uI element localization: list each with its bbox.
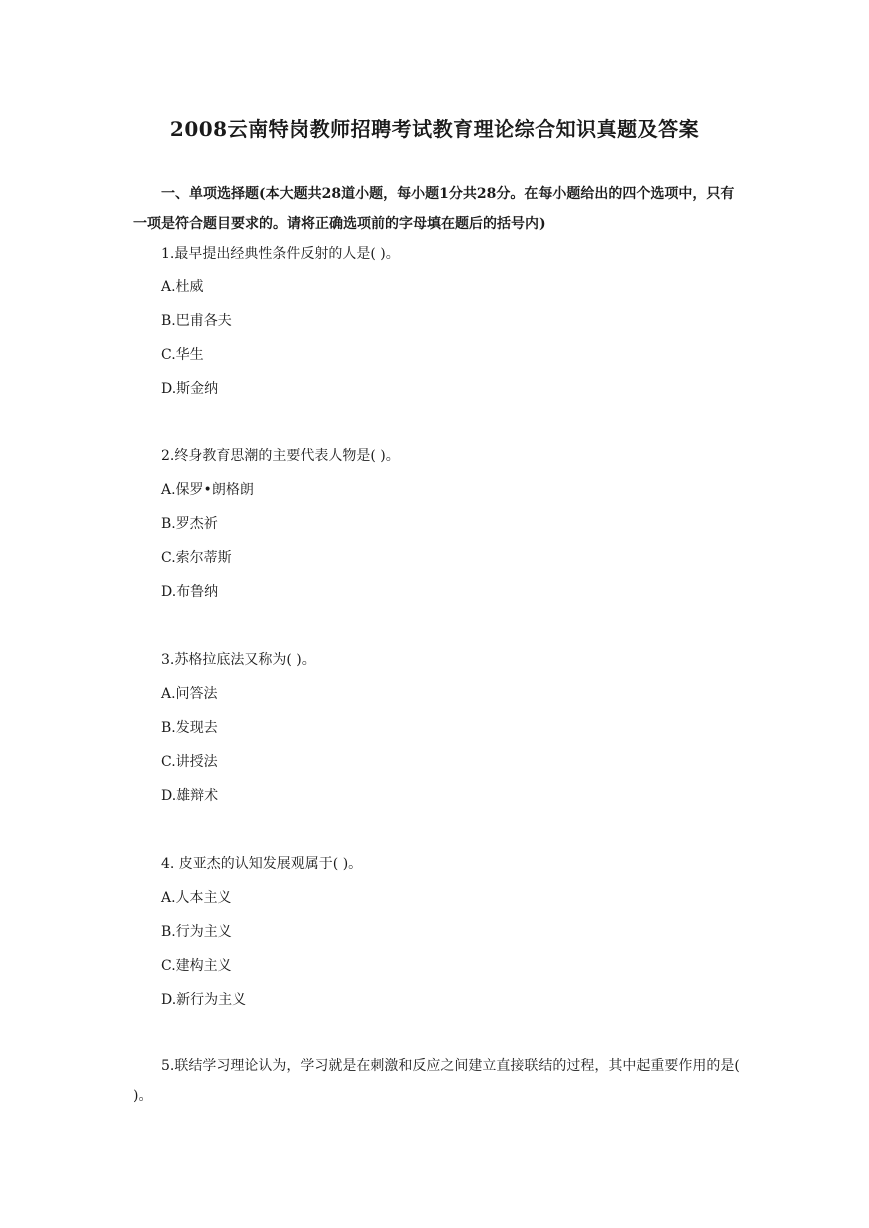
question-2-option-c: C.索尔蒂斯	[161, 550, 232, 566]
question-4-option-a: A.人本主义	[161, 890, 232, 906]
question-3-option-d: D.雄辩术	[161, 788, 219, 804]
question-2-option-a: A.保罗•朗格朗	[161, 482, 254, 498]
question-1-option-c: C.华生	[161, 347, 204, 363]
document-title: 2008云南特岗教师招聘考试教育理论综合知识真题及答案	[169, 117, 700, 141]
question-1-option-d: D.斯金纳	[161, 381, 219, 397]
section-heading: 一、单项选择题(本大题共28道小题，每小题1分共28分。在每小题给出的四个选项中，只有一项是符合题目要求的。请将正确选项前的字母填在题后的括号内)	[133, 186, 735, 232]
question-2-stem: 2.终身教育思潮的主要代表人物是( )。	[161, 448, 400, 464]
question-5-stem: 5.联结学习理论认为，学习就是在刺激和反应之间建立直接联结的过程，其中起重要作用的是( )。	[133, 1058, 740, 1104]
question-1-option-b: B.巴甫各夫	[161, 313, 232, 329]
question-1-stem: 1.最早提出经典性条件反射的人是( )。	[161, 246, 400, 262]
question-4-stem: 4. 皮亚杰的认知发展观属于( )。	[161, 856, 363, 872]
question-1-option-a: A.杜威	[161, 279, 204, 295]
question-2-option-b: B.罗杰祈	[161, 516, 218, 532]
question-2-option-d: D.布鲁纳	[161, 584, 219, 600]
question-4-option-c: C.建构主义	[161, 958, 232, 974]
question-4-option-d: D.新行为主义	[161, 992, 247, 1008]
question-3-option-c: C.讲授法	[161, 754, 218, 770]
question-4-option-b: B.行为主义	[161, 924, 232, 940]
question-3-option-a: A.问答法	[161, 686, 218, 702]
question-3-stem: 3.苏格拉底法又称为( )。	[161, 652, 316, 668]
question-3-option-b: B.发现去	[161, 720, 218, 736]
